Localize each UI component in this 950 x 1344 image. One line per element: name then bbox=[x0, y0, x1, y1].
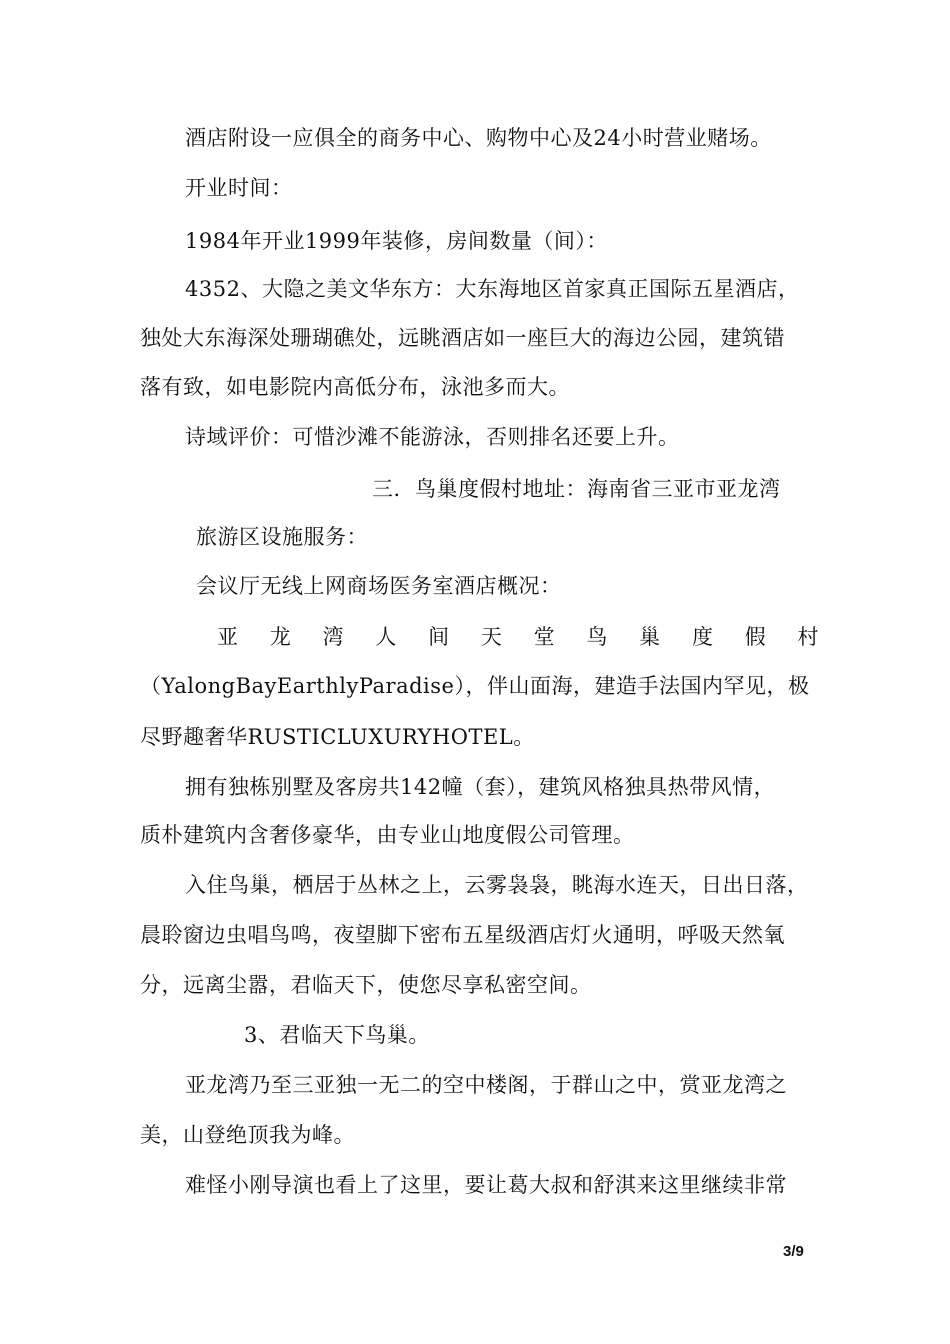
paragraph-line: 4352、大隐之美文华东方：大东海地区首家真正国际五星酒店， bbox=[185, 277, 800, 301]
paragraph-line: 美，山登绝顶我为峰。 bbox=[140, 1123, 355, 1147]
paragraph-line: 1984年开业1999年装修，房间数量（间）： bbox=[185, 229, 608, 253]
paragraph-line: 诗域评价：可惜沙滩不能游泳，否则排名还要上升。 bbox=[185, 425, 680, 449]
spaced-title-line: 亚龙湾人间天堂鸟巢度假村 bbox=[217, 625, 819, 649]
page-number: 3/9 bbox=[783, 1243, 804, 1260]
paragraph-line: 酒店附设一应俱全的商务中心、购物中心及24小时营业赌场。 bbox=[185, 126, 772, 150]
paragraph-line: （YalongBayEarthlyParadise），伴山面海，建造手法国内罕见，极 bbox=[140, 674, 810, 698]
section-heading: 三．鸟巢度假村地址：海南省三亚市亚龙湾 bbox=[372, 477, 781, 501]
paragraph-line: 分，远离尘嚣，君临天下，使您尽享私密空间。 bbox=[140, 973, 592, 997]
paragraph-line: 会议厅无线上网商场医务室酒店概况： bbox=[196, 574, 562, 598]
paragraph-line: 尽野趣奢华RUSTICLUXURYHOTEL。 bbox=[140, 725, 535, 749]
paragraph-line: 晨聆窗边虫唱鸟鸣，夜望脚下密布五星级酒店灯火通明，呼吸天然氧 bbox=[140, 923, 785, 947]
paragraph-line: 质朴建筑内含奢侈豪华，由专业山地度假公司管理。 bbox=[140, 823, 635, 847]
paragraph-line: 独处大东海深处珊瑚礁处，远眺酒店如一座巨大的海边公园，建筑错 bbox=[140, 326, 785, 350]
paragraph-line: 3、君临天下鸟巢。 bbox=[244, 1023, 430, 1047]
paragraph-line: 难怪小刚导演也看上了这里，要让葛大叔和舒淇来这里继续非常 bbox=[185, 1173, 787, 1197]
paragraph-line: 入住鸟巢，栖居于丛林之上，云雾袅袅，眺海水连天，日出日落， bbox=[185, 873, 809, 897]
paragraph-line: 落有致，如电影院内高低分布，泳池多而大。 bbox=[140, 375, 570, 399]
paragraph-line: 旅游区设施服务： bbox=[196, 525, 368, 549]
paragraph-line: 开业时间： bbox=[185, 176, 293, 200]
paragraph-line: 拥有独栋别墅及客房共142幢（套），建筑风格独具热带风情， bbox=[185, 775, 776, 799]
paragraph-line: 亚龙湾乃至三亚独一无二的空中楼阁，于群山之中，赏亚龙湾之 bbox=[185, 1073, 787, 1097]
